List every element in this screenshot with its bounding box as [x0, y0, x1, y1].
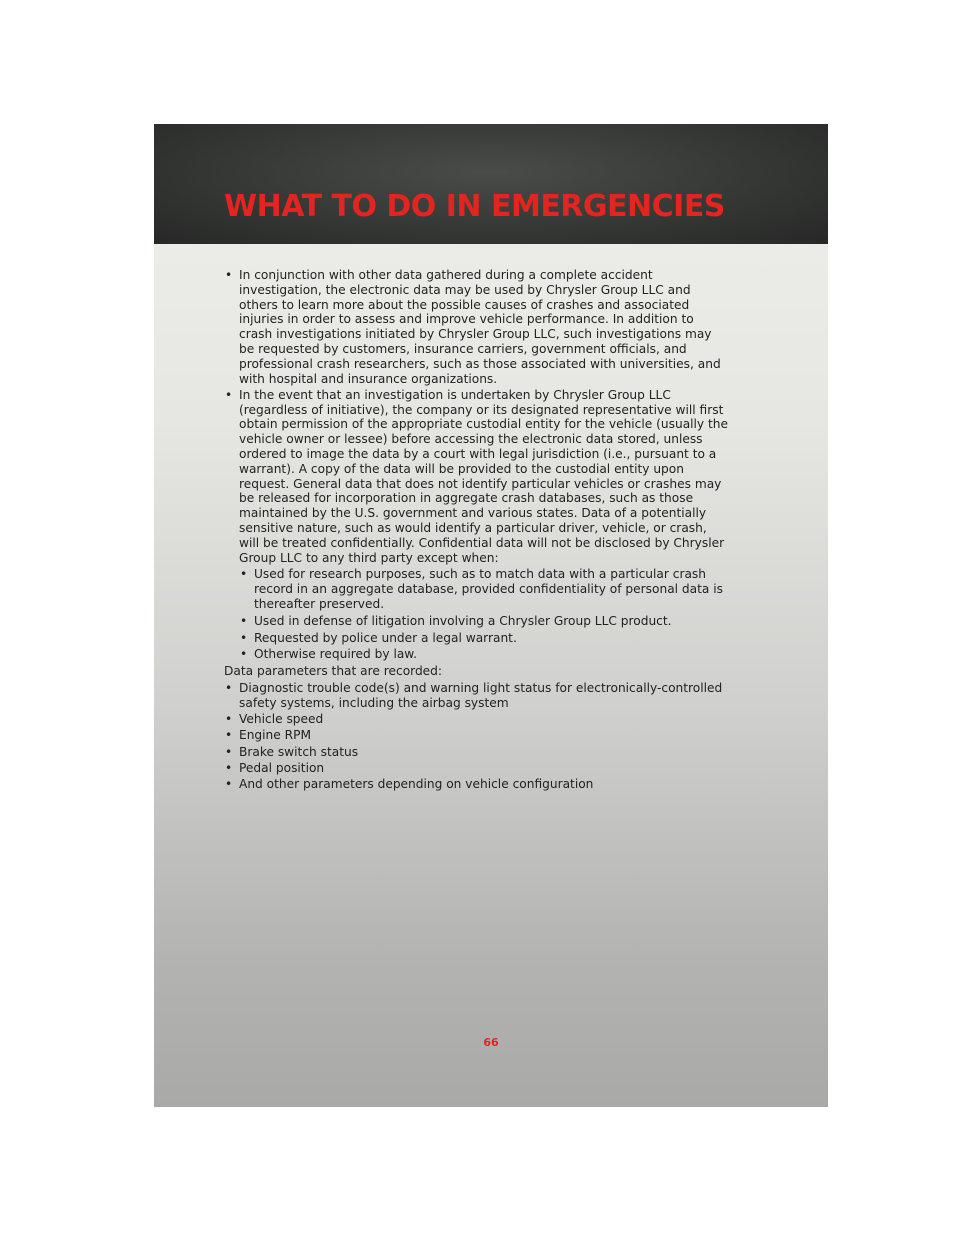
manual-page	[154, 124, 828, 1107]
recorded-parameters-label: Data parameters that are recorded:	[224, 664, 443, 679]
parameter-item: • And other parameters depending on vehicle configuration	[224, 777, 730, 792]
bullet-item	[224, 388, 730, 662]
main-bullet-list	[224, 268, 730, 662]
recorded-parameters-list	[224, 681, 730, 792]
parameter-item: • Brake switch status	[224, 745, 730, 760]
sub-bullet-list	[239, 567, 730, 662]
parameter-item: • Vehicle speed	[224, 712, 730, 727]
header-banner	[154, 124, 828, 244]
page-title: WHAT TO DO IN EMERGENCIES	[224, 189, 725, 224]
sub-bullet-item: • Used for research purposes, such as to match data with a particular crash record in an aggregate database, provided confidentiality of personal data is thereafter preserved.	[239, 567, 730, 611]
body-content	[224, 268, 730, 794]
parameter-item: • Pedal position	[224, 761, 730, 776]
parameter-item: • Diagnostic trouble code(s) and warning light status for electronically-controlled safety systems, including the airbag system	[224, 681, 730, 711]
bullet-item: • In conjunction with other data gathered during a complete accident investigation, the electronic data may be used by Chrysler Group LLC and others to learn more about the possible causes of crashes and associated injuries in order to assess and improve vehicle performance. In addition to crash investigations initiated by Chrysler Group LLC, such investigations may be requested by customers, insurance carriers, government officials, and professional crash researchers, such as those associated with universities, and with hospital and insurance organizations.	[224, 268, 730, 386]
page-number: 66	[483, 1036, 499, 1049]
parameter-item: • Engine RPM	[224, 728, 730, 743]
sub-bullet-item: • Used in defense of litigation involving a Chrysler Group LLC product.	[239, 614, 730, 629]
bullet-text: In the event that an investigation is undertaken by Chrysler Group LLC (regardless of initiative), the company or its designated representative will first obtain permission of the appropriate custodial entity for the vehicle (usually the vehicle owner or lessee) before accessing the electronic data stored, unless ordered to image the data by a court with legal jurisdiction (i.e., pursuant to a warrant). A copy of the data will be provided to the custodial entity upon request. General data that does not identify particular vehicles or crashes may be released for incorporation in aggregate crash databases, such as those maintained by the U.S. government and various states. Data of a potentially sensitive nature, such as would identify a particular driver, vehicle, or crash, will be treated confidentially. Confidential data will not be disclosed by Chrysler Group LLC to any third party except when:	[239, 387, 729, 565]
sub-bullet-item: • Requested by police under a legal warrant.	[239, 631, 730, 646]
sub-bullet-item: • Otherwise required by law.	[239, 647, 730, 662]
